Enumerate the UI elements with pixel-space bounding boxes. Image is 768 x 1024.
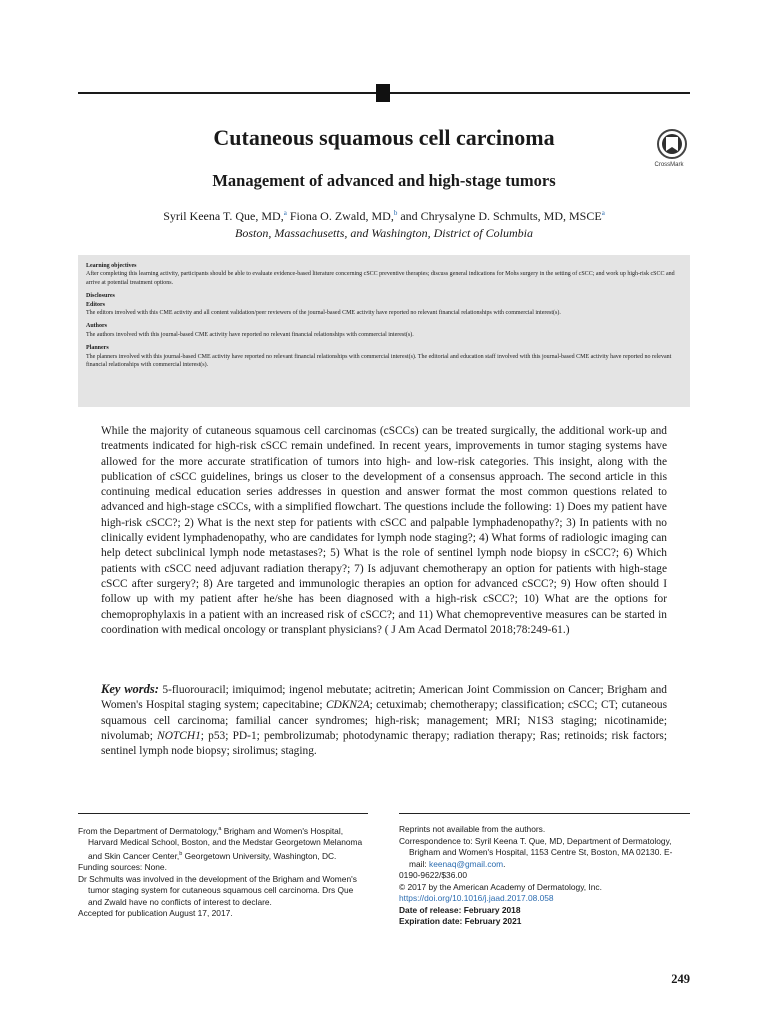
- footnotes-left: [78, 813, 368, 920]
- planners-heading: Planners: [86, 345, 109, 352]
- disclosures-heading: Disclosures: [86, 293, 115, 300]
- doi-link[interactable]: https://doi.org/10.1016/j.jaad.2017.08.058: [399, 893, 554, 903]
- objectives-text: After completing this learning activity, participants should be able to evaluate evidence-based literature concerning cSCC preventive therapies; discuss general indications for Mohs surgery in the setting of cSCC; and work up high-risk cSCC and arrive at potential treatment options.: [86, 271, 675, 286]
- crossmark-label[interactable]: CrossMark: [654, 162, 684, 168]
- accepted-footnote: Accepted for publication August 17, 2017.: [78, 908, 233, 919]
- article-title: Cutaneous squamous cell carcinoma: [213, 125, 555, 150]
- email-link[interactable]: keenaq@gmail.com: [429, 858, 504, 869]
- keywords-text: 5-fluorouracil; imiquimod; ingenol mebutate; acitretin; American Joint Commission on Cancer; Brigham and Women's Hospital staging system; capecitabine;: [101, 684, 667, 712]
- objectives-heading: Learning objectives: [86, 263, 137, 269]
- expiration-date: Expiration date: February 2021: [399, 916, 522, 926]
- affiliation-marker[interactable]: a: [601, 209, 605, 217]
- cme-disclosure-box: [78, 255, 690, 407]
- release-date: Date of release: February 2018: [399, 904, 521, 915]
- editors-heading: Editors: [86, 301, 106, 308]
- author-name: and Chrysalyne D. Schmults, MD, MSCE: [397, 209, 602, 223]
- affiliation-marker[interactable]: a: [283, 209, 287, 217]
- footnotes-right: [399, 813, 690, 928]
- affiliation-marker[interactable]: b: [393, 209, 398, 217]
- authors-heading: Authors: [86, 323, 108, 330]
- keywords: [101, 682, 667, 759]
- keywords-text: ; p53; PD-1; pembrolizumab; photodynamic therapy; radiation therapy; Ras; retinoids; risk factors; sentinel lymph node biopsy; sirolimus; staging.: [101, 729, 668, 758]
- keywords-label: Key words:: [101, 682, 159, 696]
- planners-text: The planners involved with this journal-based CME activity have reported no relevant financial relationships with commercial interest(s). The editorial and education staff involved with this journal-based CME activity have reported no relevant financial relationships with commercial interest(s).: [86, 353, 672, 369]
- header-rule-marker: [376, 84, 390, 102]
- editors-text: The editors involved with this CME activity and all content validation/peer reviewers of the journal-based CME activity have reported no relevant financial relationships with commercial interest(s).: [86, 310, 561, 317]
- page-number: 249: [671, 972, 690, 986]
- authors-text: The authors involved with this journal-based CME activity have reported no relevant financial relationships with commercial interest(s).: [86, 331, 414, 338]
- reprints-footnote: Reprints not available from the authors.: [399, 824, 546, 834]
- abstract: While the majority of cutaneous squamous cell carcinomas (cSCCs) can be treated surgically, the additional work-up and treatments indicated for high-risk cSCC remain undefined. In recent years, improvements in tumor staging systems have allowed for the more accurate stratification of tumors into high- and low-risk categories. This insight, along with the publication of cSCC guidelines, brings us closer to the development of a consensus approach. The second article in this continuing medical education series addresses in question and answer format the most common questions related to advanced and high-stage cSCCs, with a simplified flowchart. The questions include the following: 1) Does my patient have high-risk cSCC?; 2) What is the next step for patients with cSCC and palpable lymphadenopathy?; 3) In patients with no clinically evident lymphadenopathy, who are candidates for lymph node staging?; 4) What forms of radiologic imaging can help detect subclinical lymph node metastases?; 5) What is the role of sentinel lymph node biopsy in cSCC?; 6) Which patients with cSCC need adjuvant radiation therapy?; 7) Is adjuvant chemotherapy an option for patients with high-stage cSCC after surgery?; 8) Are targeted and immunologic therapies an option for advanced cSCC?; 9) How often should I follow up with my patient after he/she has been diagnosed with a high-risk cSCC?; 10) What are the options for chemoprophylaxis in a patient with an increased risk of cSCC?; and 11) What chemopreventive measures can be started in coordination with medical oncology or transplant physicians? ( J Am Acad Dermatol 2018;78:249-61.): [101, 425, 667, 636]
- article-subtitle: Management of advanced and high-stage tumors: [212, 171, 556, 190]
- affiliation-footnote: From the Department of Dermatology,$^a$ Brigham and Women's Hospital, Harvard Medical School, Boston, and the Medstar Georgetown Melanoma and Skin Cancer Center,$^b$ Georgetown University, Washington, DC.: [78, 825, 363, 861]
- keyword-gene: CDKN2A: [325, 699, 370, 712]
- copyright-footnote: © 2017 by the American Academy of Dermatology, Inc.: [399, 881, 602, 892]
- funding-footnote: Funding sources: None.: [78, 862, 167, 873]
- author-list: [78, 209, 690, 224]
- keywords-text: ; cetuximab; chemotherapy; classification; cSCC; CT; cutaneous squamous cell carcinoma; familial cancer syndromes; high-risk; management; MRI; N1S3 staging; nicotinamide; nivolumab;: [101, 699, 668, 742]
- author-affiliation: Boston, Massachusetts, and Washington, District of Columbia: [235, 226, 533, 240]
- keyword-gene: NOTCH1: [157, 729, 201, 742]
- correspondence-footnote: Correspondence to: Syril Keena T. Que, MD, Department of Dermatology, Brigham and Women's Hospital, 1153 Centre St, Boston, MA 02130. E-mail: keenaq@gmail.com.: [399, 835, 673, 869]
- author-name: Syril Keena T. Que, MD,: [163, 209, 284, 223]
- issn-footnote: 0190-9622/$36.00: [399, 870, 467, 880]
- author-name: Fiona O. Zwald, MD,: [286, 209, 394, 223]
- conflict-footnote: Dr Schmults was involved in the development of the Brigham and Women's tumor staging system for cutaneous squamous cell carcinoma. Drs Que and Zwald have no conflicts of interest to declare.: [78, 873, 357, 907]
